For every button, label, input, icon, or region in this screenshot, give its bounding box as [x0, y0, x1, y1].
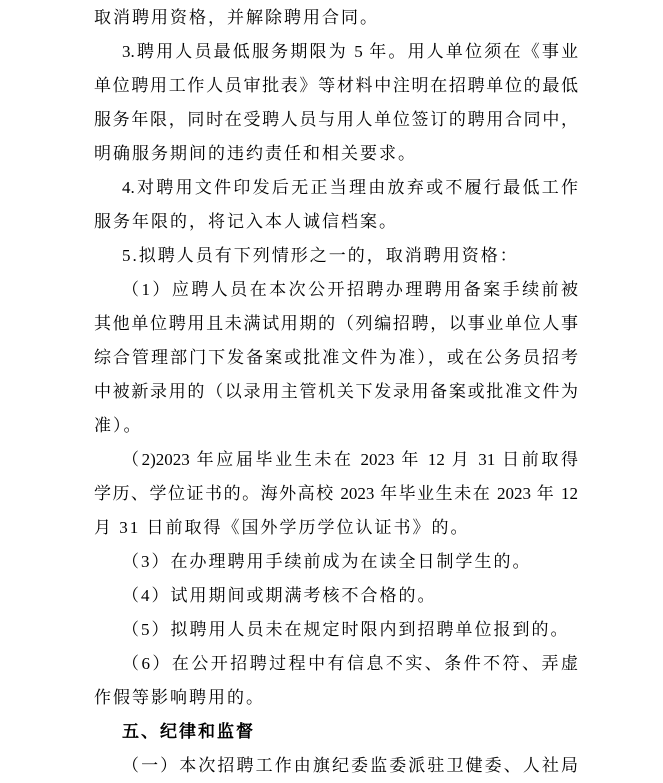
text-line: 其他单位聘用且未满试用期的（列编招聘，以事业单位人事 — [94, 314, 578, 333]
text-line: （1）应聘人员在本次公开招聘办理聘用备案手续前被 — [122, 280, 578, 299]
text-line: 5.拟聘人员有下列情形之一的，取消聘用资格： — [122, 246, 519, 265]
para-item-5-2 — [94, 443, 578, 545]
para-item-4 — [94, 171, 578, 239]
document-body — [94, 1, 578, 783]
para-item-5-5 — [94, 613, 578, 647]
text-line: 服务年限的，将记入本人诚信档案。 — [94, 212, 398, 231]
para-carryover — [94, 1, 578, 35]
text-line: 五、纪律和监督 — [122, 722, 255, 741]
text-line: 月 31 日前取得《国外学历学位认证书》的。 — [94, 518, 470, 537]
para-item-5 — [94, 239, 578, 273]
text-line: 作假等影响聘用的。 — [94, 688, 265, 707]
text-line: 中被新录用的（以录用主管机关下发录用备案或批准文件为 — [94, 382, 578, 401]
text-line: 4.对聘用文件印发后无正当理由放弃或不履行最低工作 — [122, 178, 578, 197]
text-line: 综合管理部门下发备案或批准文件为准），或在公务员招考 — [94, 348, 578, 367]
text-line: 取消聘用资格，并解除聘用合同。 — [94, 8, 379, 27]
text-line: （6）在公开招聘过程中有信息不实、条件不符、弄虚 — [122, 654, 578, 673]
text-line: 准）。 — [94, 416, 143, 435]
section-heading-5 — [94, 715, 578, 749]
text-line: 学历、学位证书的。海外高校 2023 年毕业生未在 2023 年 12 — [94, 484, 578, 503]
text-line: 明确服务期间的违约责任和相关要求。 — [94, 144, 417, 163]
text-line: 服务年限，同时在受聘人员与用人单位签订的聘用合同中， — [94, 110, 578, 129]
para-section-5-1 — [94, 749, 578, 783]
text-line: （5）拟聘用人员未在规定时限内到招聘单位报到的。 — [122, 620, 570, 639]
para-item-5-1 — [94, 273, 578, 443]
text-line: （一）本次招聘工作由旗纪委监委派驻卫健委、人社局 — [122, 756, 578, 775]
text-line: （4）试用期间或期满考核不合格的。 — [122, 586, 437, 605]
para-item-5-4 — [94, 579, 578, 613]
text-line: 单位聘用工作人员审批表》等材料中注明在招聘单位的最低 — [94, 76, 578, 95]
para-item-5-3 — [94, 545, 578, 579]
para-item-3 — [94, 35, 578, 171]
text-line: （2)2023 年应届毕业生未在 2023 年 12 月 31 日前取得 — [122, 450, 578, 469]
text-line: 3.聘用人员最低服务期限为 5 年。用人单位须在《事业 — [122, 42, 578, 61]
para-item-5-6 — [94, 647, 578, 715]
text-line: （3）在办理聘用手续前成为在读全日制学生的。 — [122, 552, 532, 571]
